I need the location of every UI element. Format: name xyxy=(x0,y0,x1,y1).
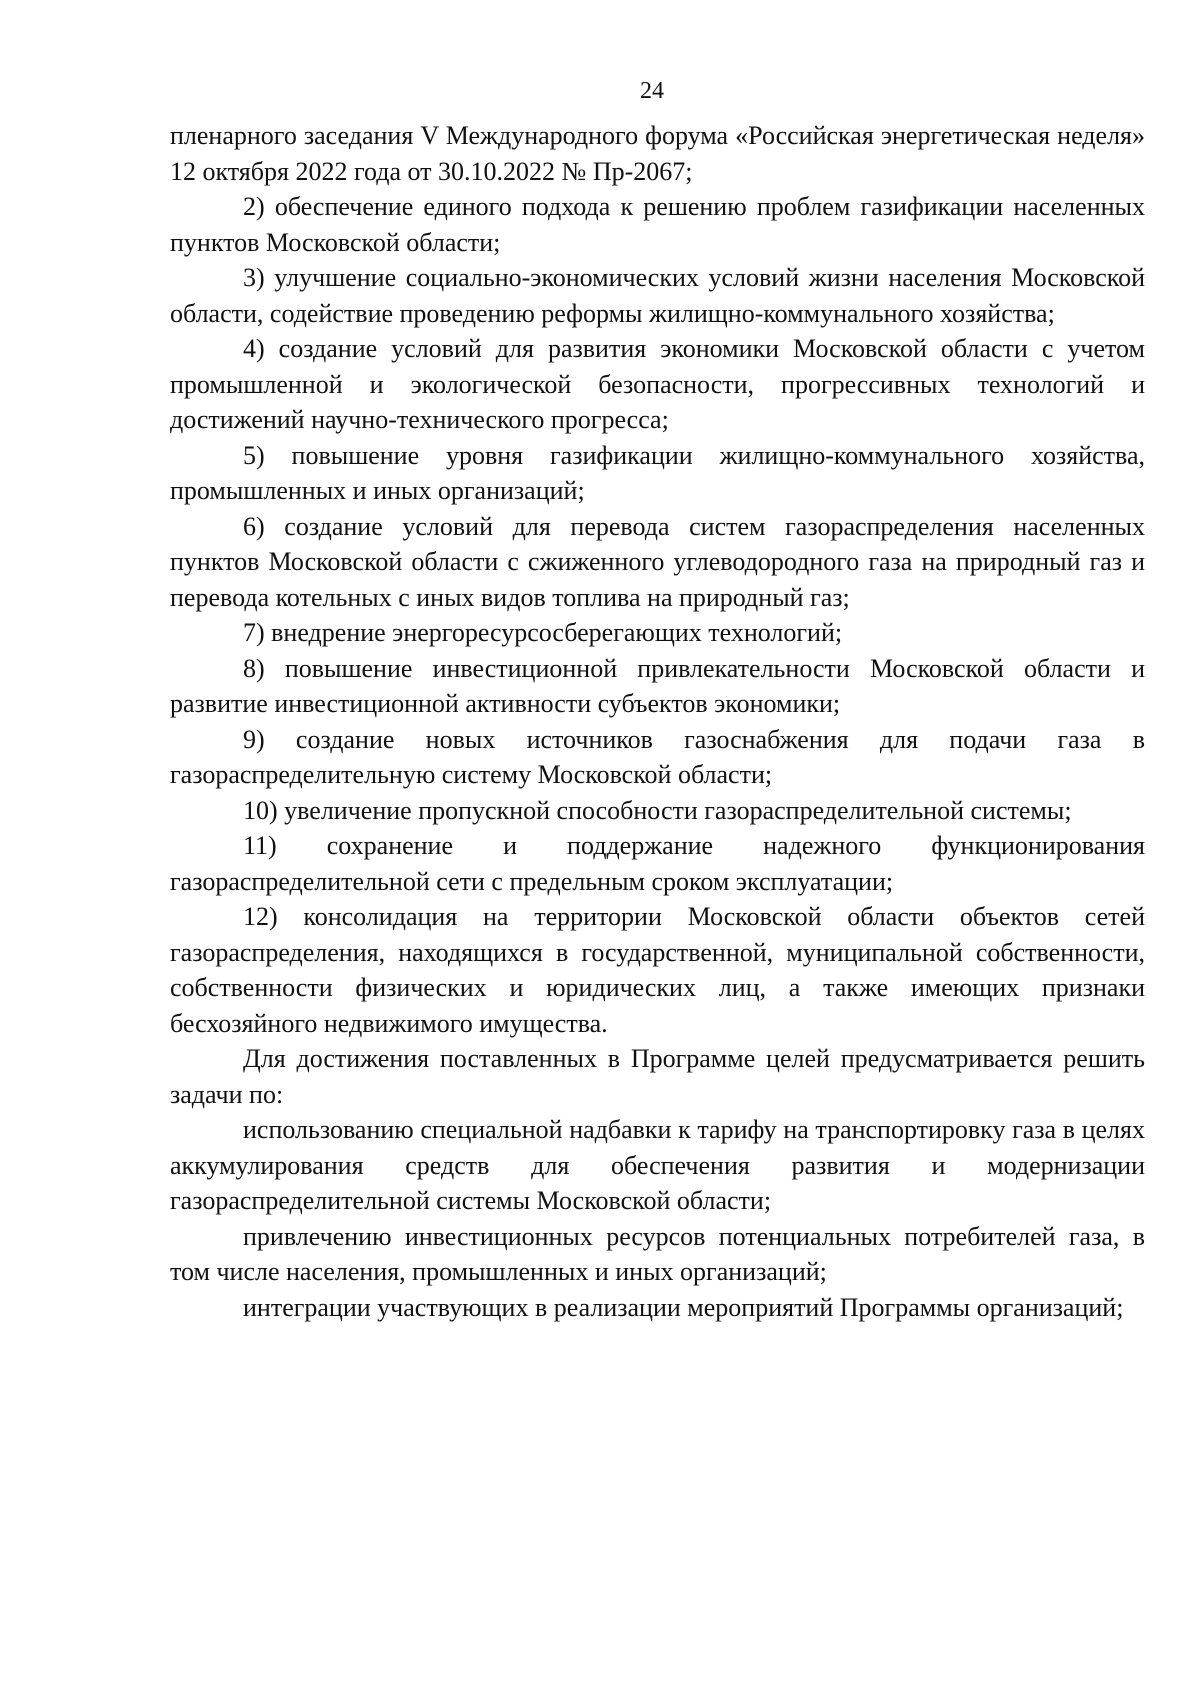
list-item-9: 9) создание новых источников газоснабжения для подачи газа в газораспределительную систему Московской области; xyxy=(170,724,1145,789)
task-item: интеграции участвующих в реализации мероприятий Программы организаций; xyxy=(243,1292,1124,1322)
list-item-3: 3) улучшение социально-экономических условий жизни населения Московской области, содействие проведению реформы жилищно-коммунального хозяйства; xyxy=(170,263,1145,328)
list-item-4: 4) создание условий для развития экономики Московской области с учетом промышленной и экологической безопасности, прогрессивных технологий и достижений научно-технического прогресса; xyxy=(170,334,1145,434)
list-item-2: 2) обеспечение единого подхода к решению проблем газификации населенных пунктов Московской области; xyxy=(170,192,1145,257)
task-item: привлечению инвестиционных ресурсов потенциальных потребителей газа, в том числе населения, промышленных и иных организаций; xyxy=(170,1221,1145,1286)
list-item-7: 7) внедрение энергоресурсосберегающих технологий; xyxy=(243,618,843,647)
list-item-11: 11) сохранение и поддержание надежного функционирования газораспределительной сети с предельным сроком эксплуатации; xyxy=(170,831,1145,896)
page-number: 24 xyxy=(640,78,664,104)
task-item: использованию специальной надбавки к тарифу на транспортировку газа в целях аккумулирования средств для обеспечения развития и модернизации газораспределительной системы Московской области; xyxy=(170,1115,1145,1215)
list-item-12: 12) консолидация на территории Московской области объектов сетей газораспределения, находящихся в государственной, муниципальной собственности, собственности физических и юридических лиц, а также имеющих признаки бесхозяйного недвижимого имущества. xyxy=(170,902,1145,1038)
tasks-intro-paragraph: Для достижения поставленных в Программе целей предусматривается решить задачи по: xyxy=(170,1044,1145,1109)
list-item-5: 5) повышение уровня газификации жилищно-коммунального хозяйства, промышленных и иных организаций; xyxy=(170,440,1145,505)
list-item-10: 10) увеличение пропускной способности газораспределительной системы; xyxy=(243,795,1072,825)
list-item-6: 6) создание условий для перевода систем газораспределения населенных пунктов Московской области с сжиженного углеводородного газа на природный газ и перевода котельных с иных видов топлива на природный газ; xyxy=(170,511,1145,612)
document-body xyxy=(170,118,1145,1325)
paragraph-continuation: пленарного заседания V Международного форума «Российская энергетическая неделя» 12 октября 2022 года от 30.10.2022 № Пр-2067; xyxy=(170,121,1145,186)
list-item-8: 8) повышение инвестиционной привлекательности Московской области и развитие инвестиционной активности субъектов экономики; xyxy=(170,653,1145,718)
